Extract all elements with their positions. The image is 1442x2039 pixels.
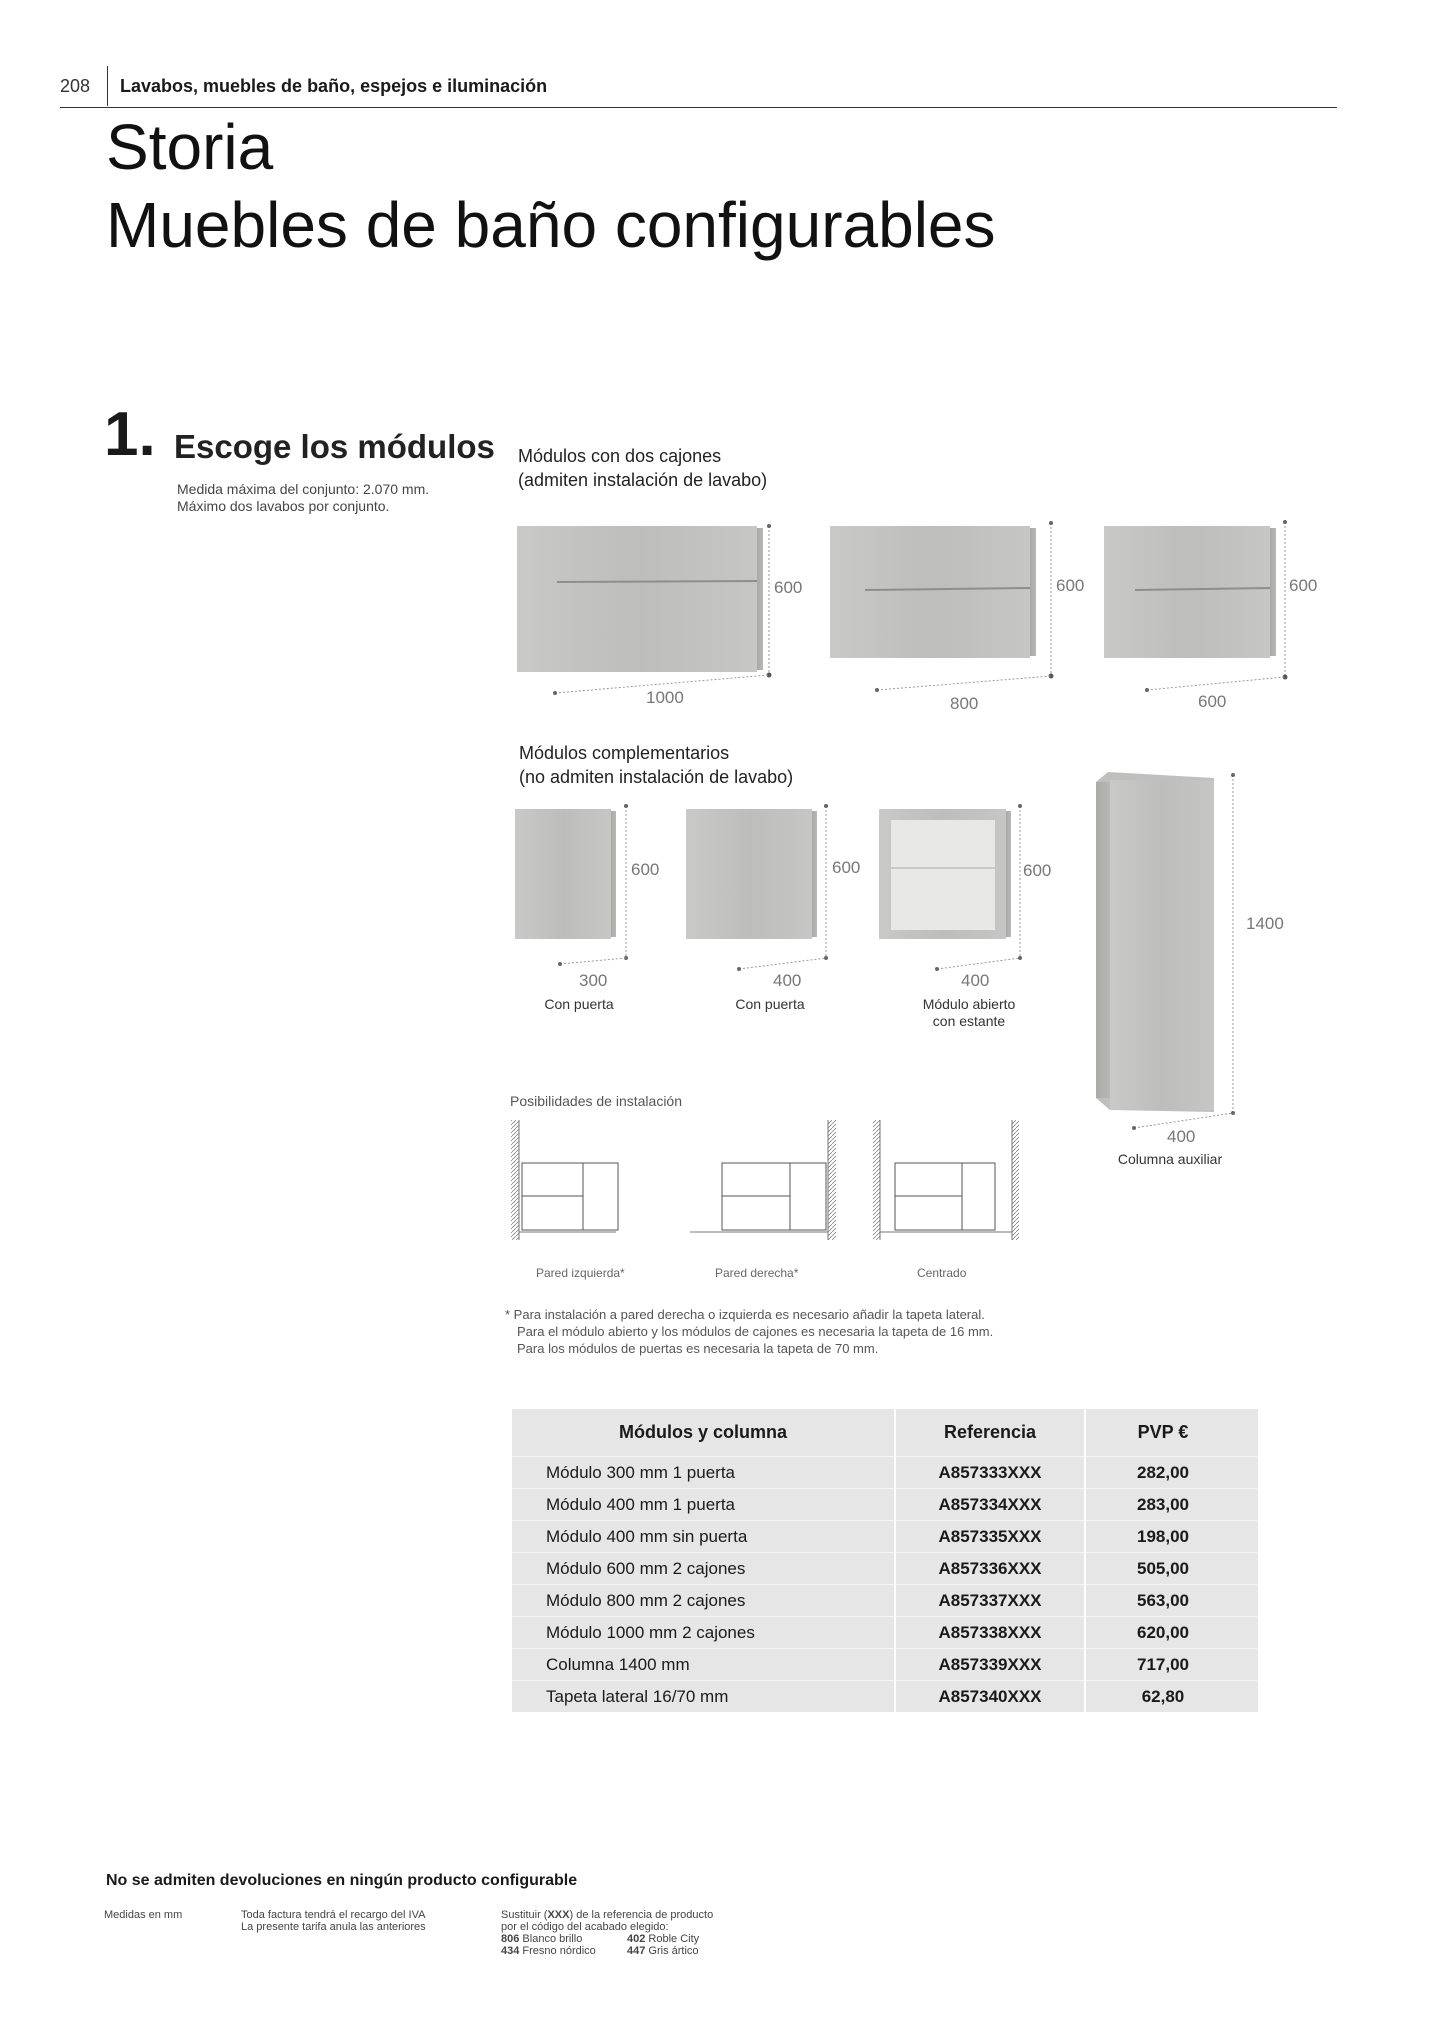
- table-spacer: [1240, 1489, 1258, 1521]
- table-spacer: [1240, 1681, 1258, 1713]
- module-caption-line-2: con estante: [932, 1013, 1006, 1029]
- returns-warning: No se admiten devoluciones en ningún producto configurable: [106, 1872, 578, 1889]
- drawer-modules-title-line-1: Módulos con dos cajones: [518, 446, 722, 466]
- column-caption: Columna auxiliar: [1117, 1151, 1223, 1167]
- dim-height: 600: [631, 860, 660, 879]
- dim-width: 400: [773, 971, 802, 990]
- finish-item: [501, 1945, 627, 1957]
- section-title: Lavabos, muebles de baño, espejos e iluminación: [120, 76, 548, 96]
- price-table: [512, 1409, 1258, 1712]
- cell-reference: A857334XXX: [895, 1489, 1085, 1521]
- cell-module: Tapeta lateral 16/70 mm: [512, 1681, 895, 1713]
- drawer-module-600: [1104, 520, 1288, 692]
- finish-codes: [501, 1909, 713, 1957]
- table-header-row: [512, 1409, 1258, 1457]
- install-caption: Pared izquierda*: [536, 1266, 625, 1280]
- cell-reference: A857336XXX: [895, 1553, 1085, 1585]
- table-spacer: [1240, 1521, 1258, 1553]
- col-header-module: Módulos y columna: [618, 1422, 787, 1442]
- finish-code: 402: [627, 1933, 646, 1945]
- cell-module: Módulo 800 mm 2 cajones: [512, 1585, 895, 1617]
- invoice-note: [241, 1909, 426, 1933]
- page-number: 208: [60, 76, 91, 96]
- footnote-line-2: Para el módulo abierto y los módulos de cajones es necesaria la tapeta de 16 mm.: [517, 1324, 994, 1339]
- col-header-reference: Referencia: [895, 1409, 1085, 1457]
- dim-width: 400: [961, 971, 990, 990]
- complementary-modules-title-line-2: (no admiten instalación de lavabo): [519, 767, 794, 787]
- dim-width: 1000: [646, 688, 684, 707]
- step-note-line-1: Medida máxima del conjunto: 2.070 mm.: [177, 481, 430, 497]
- footnote-line-3: Para los módulos de puertas es necesaria la tapeta de 70 mm.: [517, 1341, 879, 1356]
- installation-footnote: [505, 1306, 993, 1357]
- table-row: [512, 1489, 1258, 1521]
- module-caption: Con puerta: [544, 996, 614, 1012]
- cell-reference: A857339XXX: [895, 1649, 1085, 1681]
- module-caption: Con puerta: [735, 996, 805, 1012]
- cell-module: Columna 1400 mm: [512, 1649, 895, 1681]
- finish-item: [627, 1945, 713, 1957]
- finish-code: 806: [501, 1933, 520, 1945]
- drawer-module-1000: [517, 524, 772, 695]
- dim-height: 600: [1289, 576, 1318, 595]
- install-caption: Pared derecha*: [715, 1266, 799, 1280]
- finish-item: [627, 1933, 713, 1945]
- drawer-module-800: [830, 521, 1054, 692]
- table-row: [512, 1457, 1258, 1489]
- cell-price: 62,80: [1085, 1681, 1240, 1713]
- dim-height: 600: [774, 578, 803, 597]
- invoice-note-line-1: Toda factura tendrá el recargo del IVA: [241, 1909, 426, 1921]
- cell-price: 505,00: [1085, 1553, 1240, 1585]
- replace-note-line-2: por el código del acabado elegido:: [501, 1921, 669, 1933]
- cell-price: 282,00: [1085, 1457, 1240, 1489]
- cell-price: 620,00: [1085, 1617, 1240, 1649]
- measures-note: Medidas en mm: [104, 1909, 183, 1921]
- title-line-1: Storia: [106, 111, 274, 183]
- finish-item: [501, 1933, 627, 1945]
- cell-price: 283,00: [1085, 1489, 1240, 1521]
- finish-code: 447: [627, 1945, 646, 1957]
- table-spacer: [1240, 1649, 1258, 1681]
- table-spacer: [1240, 1409, 1258, 1457]
- table-spacer: [1240, 1553, 1258, 1585]
- replace-code: XXX: [547, 1909, 570, 1921]
- install-right-wall: [690, 1120, 836, 1240]
- column-1400: [1096, 772, 1235, 1130]
- complementary-modules-title: [519, 741, 793, 789]
- cell-module: Módulo 300 mm 1 puerta: [512, 1457, 895, 1489]
- drawer-modules-title-line-2: (admiten instalación de lavabo): [518, 470, 768, 490]
- dim-height: 1400: [1246, 914, 1284, 933]
- finish-name: Fresno nórdico: [522, 1945, 596, 1957]
- finish-name: Roble City: [648, 1933, 700, 1945]
- cell-module: Módulo 1000 mm 2 cajones: [512, 1617, 895, 1649]
- cell-reference: A857338XXX: [895, 1617, 1085, 1649]
- module-caption-line-1: Módulo abierto: [922, 996, 1016, 1012]
- table-row: [512, 1521, 1258, 1553]
- cell-reference: A857337XXX: [895, 1585, 1085, 1617]
- complementary-modules-title-line-1: Módulos complementarios: [519, 743, 730, 763]
- dim-height: 600: [832, 858, 861, 877]
- install-centered: [873, 1120, 1019, 1240]
- open-module-400: [879, 804, 1022, 971]
- door-module-300: [515, 804, 628, 966]
- step-number: 1.: [104, 400, 156, 469]
- cell-price: 198,00: [1085, 1521, 1240, 1553]
- table-spacer: [1240, 1457, 1258, 1489]
- finish-list: [501, 1933, 713, 1957]
- table-row: [512, 1649, 1258, 1681]
- table-row: [512, 1553, 1258, 1585]
- step-note-line-2: Máximo dos lavabos por conjunto.: [177, 498, 390, 514]
- table-spacer: [1240, 1617, 1258, 1649]
- cell-price: 717,00: [1085, 1649, 1240, 1681]
- finish-name: Blanco brillo: [522, 1933, 583, 1945]
- cell-price: 563,00: [1085, 1585, 1240, 1617]
- installation-title: Posibilidades de instalación: [510, 1093, 682, 1109]
- invoice-note-line-2: La presente tarifa anula las anteriores: [241, 1921, 426, 1933]
- cell-module: Módulo 400 mm sin puerta: [512, 1521, 895, 1553]
- step-title: Escoge los módulos: [174, 428, 495, 465]
- dim-width: 300: [579, 971, 608, 990]
- cell-reference: A857335XXX: [895, 1521, 1085, 1553]
- replace-pre: Sustituir (: [501, 1909, 548, 1921]
- install-left-wall: [511, 1120, 618, 1240]
- dim-height: 600: [1023, 861, 1052, 880]
- table-row: [512, 1617, 1258, 1649]
- replace-note-line-1: [501, 1909, 713, 1921]
- table-spacer: [1240, 1585, 1258, 1617]
- finish-name: Gris ártico: [648, 1945, 699, 1957]
- dim-width: 800: [950, 694, 979, 713]
- drawer-modules-title: [518, 444, 767, 492]
- table-row: [512, 1681, 1258, 1713]
- cell-module: Módulo 400 mm 1 puerta: [512, 1489, 895, 1521]
- cell-module: Módulo 600 mm 2 cajones: [512, 1553, 895, 1585]
- dim-height: 600: [1056, 576, 1085, 595]
- cell-reference: A857333XXX: [895, 1457, 1085, 1489]
- col-header-price: PVP €: [1085, 1409, 1240, 1457]
- install-caption: Centrado: [917, 1266, 967, 1280]
- replace-post: ) de la referencia de producto: [569, 1909, 714, 1921]
- finish-code: 434: [501, 1945, 520, 1957]
- cell-reference: A857340XXX: [895, 1681, 1085, 1713]
- table-row: [512, 1585, 1258, 1617]
- dim-width: 600: [1198, 692, 1227, 711]
- door-module-400: [686, 804, 828, 971]
- module-caption: [904, 996, 1034, 1030]
- title-line-2: Muebles de baño configurables: [106, 189, 996, 261]
- dim-width: 400: [1167, 1127, 1196, 1146]
- footnote-line-1: * Para instalación a pared derecha o izquierda es necesario añadir la tapeta lateral.: [505, 1307, 985, 1322]
